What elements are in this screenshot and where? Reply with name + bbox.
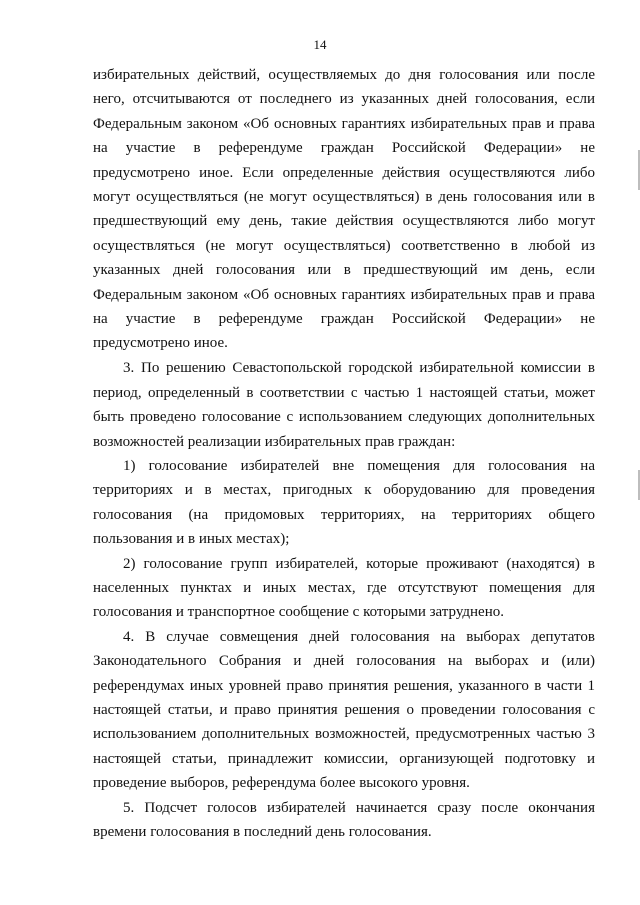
paragraph-continuation: избирательных действий, осуществляемых до дня голосования или после него, отсчитываются от последнего из указанных дней голосования, если Федеральным законом «Об основных гарантиях избирательных прав и права на участие в референдуме граждан Российской Федерации» не предусмотрено иное. Если определенные действия осуществляются либо могут осуществляться (не могут осуществляться) в день голосования или в предшествующий ему день, такие действия осуществляются либо могут осуществляться (не могут осуществляться) соответственно в любой из указанных дней голосования или в предшествующий им день, если Федеральным законом «Об основных гарантиях избирательных прав и права на участие в референдуме граждан Российской Федерации» не предусмотрено иное. — [93, 67, 595, 352]
paragraph-item-3: 3. По решению Севастопольской городской избирательной комиссии в период, определенный в соответствии с частью 1 настоящей статьи, может быть проведено голосование с использованием следующих дополнительных возможностей реализации избирательных прав граждан: — [93, 360, 595, 450]
paragraph-subitem-2: 2) голосование групп избирателей, которые проживают (находятся) в населенных пунктах и иных местах, где отсутствуют помещения для голосования и транспортное сообщение с которыми затруднено. — [93, 555, 595, 621]
paragraph-item-5: 5. Подсчет голосов избирателей начинается сразу после окончания времени голосования в последний день голосования. — [93, 799, 595, 841]
page-number: 14 — [313, 37, 327, 52]
document-body — [93, 63, 595, 845]
paragraph-subitem-1: 1) голосование избирателей вне помещения для голосования на территориях и в местах, пригодных к оборудованию для проведения голосования (на придомовых территориях, на территориях общего пользования и в иных местах); — [93, 458, 595, 548]
paragraph-item-4: 4. В случае совмещения дней голосования на выборах депутатов Законодательного Собрания и дней голосования на выборах и (или) референдумах иных уровней право принятия решения, указанного в части 1 настоящей статьи, и право принятия решения о проведении голосования с использованием дополнительных возможностей, предусмотренных частью 3 настоящей статьи, принадлежит комиссии, организующей подготовку и проведение выборов, референдума более высокого уровня. — [93, 628, 595, 792]
